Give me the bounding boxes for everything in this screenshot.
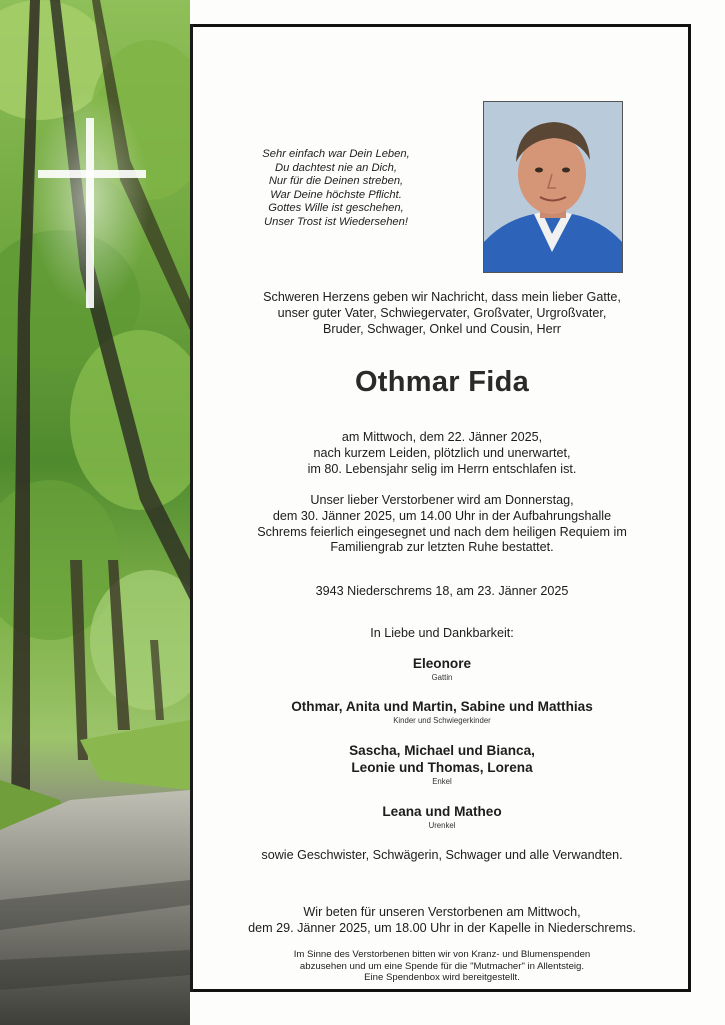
poem-line: War Deine höchste Pflicht. <box>270 188 402 201</box>
announcement <box>222 290 662 337</box>
donation-notice-line: Im Sinne des Verstorbenen bitten wir von Kranz- und Blumenspenden <box>293 949 591 960</box>
poem-line: Unser Trost ist Wiedersehen! <box>264 215 408 228</box>
place-date: 3943 Niederschrems 18, am 23. Jänner 2025 <box>315 584 569 598</box>
poem-line: Nur für die Deinen streben, <box>268 175 404 188</box>
mourner-names: Sascha, Michael und Bianca, <box>349 743 535 758</box>
prayer-notice-line: Wir beten für unseren Verstorbenen am Mittwoch, <box>303 905 581 919</box>
mourner-relation: Kinder und Schwiegerkinder <box>393 716 491 725</box>
mourner-group <box>222 742 662 787</box>
funeral-notice-line: dem 30. Jänner 2025, um 14.00 Uhr in der Aufbahrungshalle <box>272 508 612 523</box>
mourner-relation: Gattin <box>431 673 453 682</box>
deceased-name: Othmar Fida <box>354 366 530 398</box>
other-relatives: sowie Geschwister, Schwägerin, Schwager und alle Verwandten. <box>261 848 623 862</box>
announcement-line: unser guter Vater, Schwiegervater, Großvater, Urgroßvater, <box>277 305 607 320</box>
mourner-relation: Enkel <box>432 777 452 786</box>
death-notice <box>222 430 662 477</box>
forest-path-image <box>0 0 190 1025</box>
death-notice-line: nach kurzem Leiden, plötzlich und unerwartet, <box>313 445 571 460</box>
donation-notice-line: abzusehen und um eine Spende für die "Mutmacher" in Allentsteig. <box>299 960 585 972</box>
donation-notice-line: Eine Spendenbox wird bereitgestellt. <box>364 972 520 984</box>
mourner-names: Leana und Matheo <box>382 804 502 819</box>
mourner-names: Eleonore <box>412 656 472 671</box>
funeral-notice <box>222 493 662 556</box>
death-notice-line: am Mittwoch, dem 22. Jänner 2025, <box>341 430 543 444</box>
mourner-group <box>222 698 662 726</box>
donation-notice <box>222 949 662 984</box>
mourner-names: Othmar, Anita und Martin, Sabine und Matthias <box>291 699 593 714</box>
mourner-group <box>222 655 662 683</box>
death-notice-line: im 80. Lebensjahr selig im Herrn entschlafen ist. <box>307 461 577 476</box>
mourner-names: Leonie und Thomas, Lorena <box>351 760 533 775</box>
mourner-relation: Urenkel <box>428 821 456 830</box>
announcement-line: Schweren Herzens geben wir Nachricht, dass mein lieber Gatte, <box>263 290 621 304</box>
prayer-notice <box>222 905 662 937</box>
poem-line: Sehr einfach war Dein Leben, <box>262 148 410 160</box>
funeral-notice-line: Familiengrab zur letzten Ruhe bestattet. <box>330 540 554 555</box>
poem <box>222 148 450 230</box>
portrait-photo <box>483 101 623 273</box>
announcement-line: Bruder, Schwager, Onkel und Cousin, Herr <box>322 321 561 336</box>
funeral-notice-line: Schrems feierlich eingesegnet und nach dem heiligen Requiem im <box>257 524 627 539</box>
funeral-notice-line: Unser lieber Verstorbener wird am Donnerstag, <box>310 493 574 507</box>
poem-line: Du dachtest nie an Dich, <box>275 161 397 174</box>
closing-phrase: In Liebe und Dankbarkeit: <box>370 626 514 640</box>
mourner-group <box>222 803 662 831</box>
prayer-notice-line: dem 29. Jänner 2025, um 18.00 Uhr in der Kapelle in Niederschrems. <box>248 920 636 935</box>
frame-divider <box>190 24 193 992</box>
poem-line: Gottes Wille ist geschehen, <box>268 202 404 215</box>
